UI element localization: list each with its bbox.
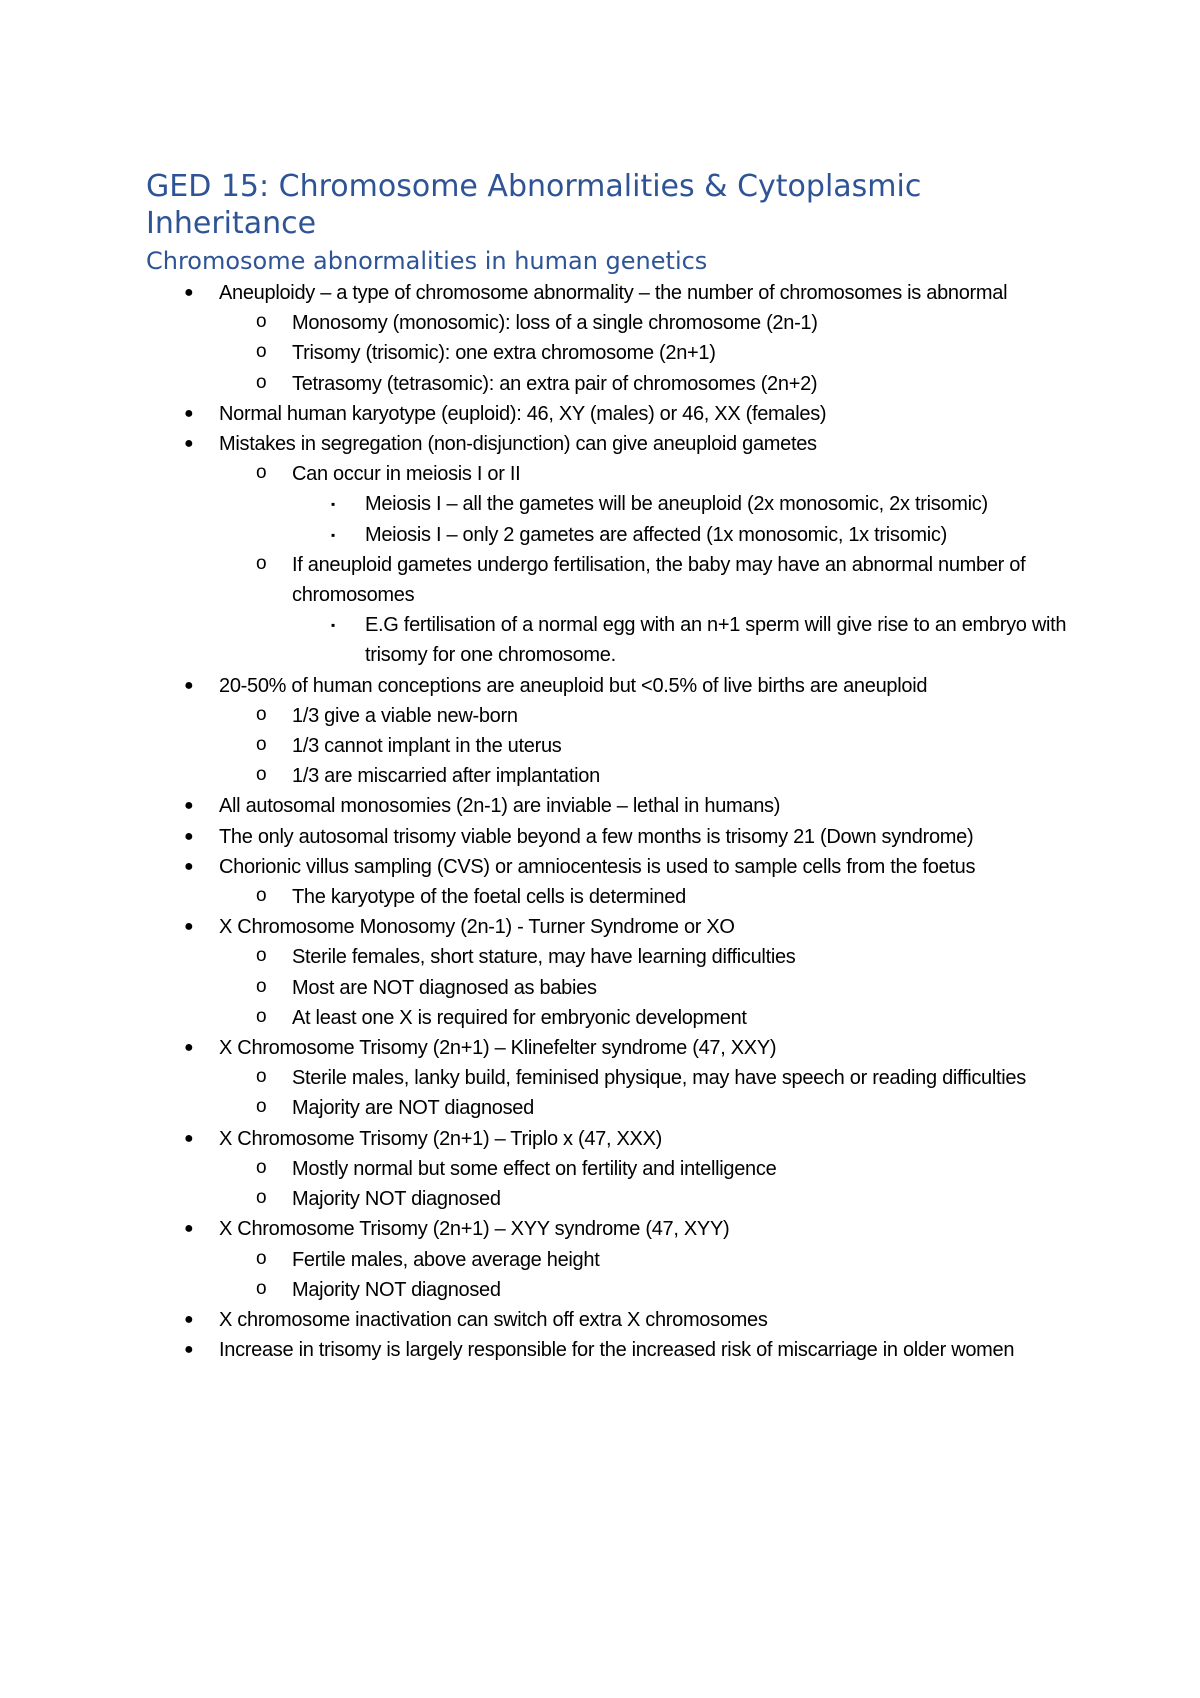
bullet-marker-icon: ● <box>184 676 194 694</box>
list-item-text: Meiosis I – only 2 gametes are affected (1x monosomic, 1x trisomic) <box>365 523 947 546</box>
list-item-level-1 <box>146 912 1086 942</box>
list-item-level-1 <box>146 671 1086 701</box>
document-title: GED 15: Chromosome Abnormalities & Cytoplasmic Inheritance <box>146 169 922 241</box>
list-item-level-2 <box>146 369 1086 399</box>
bullet-marker-icon: ▪ <box>331 527 335 542</box>
bullet-marker-icon: ● <box>184 857 194 875</box>
list-item-level-2 <box>146 338 1086 368</box>
bullet-marker-icon: o <box>256 975 267 997</box>
list-item-level-2 <box>146 1245 1086 1275</box>
list-item-text: Majority NOT diagnosed <box>292 1188 501 1211</box>
bullet-marker-icon: o <box>256 341 267 363</box>
list-item-level-2 <box>146 973 1086 1003</box>
list-item-text: 1/3 cannot implant in the uterus <box>292 735 562 758</box>
list-item-text: Tetrasomy (tetrasomic): an extra pair of chromosomes (2n+2) <box>292 372 818 395</box>
bullet-marker-icon: o <box>256 1247 267 1269</box>
bullet-marker-icon: ● <box>184 435 194 453</box>
list-item-level-2 <box>146 882 1086 912</box>
bullet-marker-icon: ● <box>184 797 194 815</box>
list-item-text: Trisomy (trisomic): one extra chromosome (2n+1) <box>292 342 716 365</box>
list-item-level-1 <box>146 429 1086 459</box>
list-item-level-1 <box>146 1124 1086 1154</box>
list-item-level-1 <box>146 822 1086 852</box>
bullet-marker-icon: ● <box>184 1341 194 1359</box>
bullet-list <box>146 278 1086 1365</box>
list-item-text: X chromosome inactivation can switch off extra X chromosomes <box>219 1308 768 1331</box>
list-item-text: Majority are NOT diagnosed <box>292 1097 534 1120</box>
bullet-marker-icon: o <box>256 1096 267 1118</box>
list-item-text: Chorionic villus sampling (CVS) or amniocentesis is used to sample cells from the foetus <box>219 855 976 878</box>
list-item-text: The only autosomal trisomy viable beyond a few months is trisomy 21 (Down syndrome) <box>219 825 974 848</box>
list-item-text: If aneuploid gametes undergo fertilisation, the baby may have an abnormal number of chromosomes <box>292 553 1026 607</box>
bullet-marker-icon: o <box>256 945 267 967</box>
bullet-marker-icon: o <box>256 885 267 907</box>
bullet-marker-icon: ▪ <box>331 618 335 633</box>
list-item-text: X Chromosome Monosomy (2n-1) - Turner Syndrome or XO <box>219 916 735 939</box>
bullet-marker-icon: ● <box>184 1220 194 1238</box>
list-item-level-1 <box>146 278 1086 308</box>
section-heading: Chromosome abnormalities in human genetics <box>146 247 708 275</box>
list-item-level-2 <box>146 308 1086 338</box>
list-item-text: 20-50% of human conceptions are aneuploid but <0.5% of live births are aneuploid <box>219 674 928 697</box>
bullet-marker-icon: ● <box>184 918 194 936</box>
list-item-level-1 <box>146 1305 1086 1335</box>
bullet-marker-icon: o <box>256 734 267 756</box>
list-item-level-2 <box>146 731 1086 761</box>
list-item-level-1 <box>146 852 1086 882</box>
list-item-level-2 <box>146 1003 1086 1033</box>
list-item-text: X Chromosome Trisomy (2n+1) – Klinefelter syndrome (47, XXY) <box>219 1037 777 1060</box>
list-item-level-2 <box>146 459 1086 489</box>
list-item-level-2 <box>146 1184 1086 1214</box>
list-item-level-2 <box>146 1063 1086 1093</box>
bullet-marker-icon: ● <box>184 284 194 301</box>
list-item-level-1 <box>146 1033 1086 1063</box>
bullet-marker-icon: ● <box>184 1310 194 1328</box>
list-item-level-2 <box>146 1275 1086 1305</box>
bullet-marker-icon: ● <box>184 404 194 422</box>
list-item-level-2 <box>146 550 1086 610</box>
list-item-level-2 <box>146 1154 1086 1184</box>
list-item-text: Can occur in meiosis I or II <box>292 463 521 486</box>
list-item-level-1 <box>146 791 1086 821</box>
list-item-text: 1/3 are miscarried after implantation <box>292 765 600 788</box>
list-item-level-3 <box>146 520 1086 550</box>
list-item-text: Increase in trisomy is largely responsible for the increased risk of miscarriage in older women <box>219 1339 1015 1362</box>
list-item-level-1 <box>146 1214 1086 1244</box>
bullet-marker-icon: o <box>256 311 267 333</box>
list-item-text: X Chromosome Trisomy (2n+1) – Triplo x (47, XXX) <box>219 1127 662 1150</box>
list-item-text: 1/3 give a viable new-born <box>292 704 518 727</box>
bullet-marker-icon: ● <box>184 1129 194 1147</box>
list-item-text: Mistakes in segregation (non-disjunction) can give aneuploid gametes <box>219 433 817 456</box>
list-item-text: Sterile females, short stature, may have learning difficulties <box>292 946 796 969</box>
bullet-marker-icon: o <box>256 552 267 574</box>
list-item-level-2 <box>146 761 1086 791</box>
list-item-level-1 <box>146 1335 1086 1365</box>
list-item-level-1 <box>146 399 1086 429</box>
list-item-text: The karyotype of the foetal cells is determined <box>292 886 686 909</box>
document-page <box>146 168 1086 1365</box>
list-item-level-2 <box>146 942 1086 972</box>
bullet-marker-icon: o <box>256 764 267 786</box>
list-item-text: At least one X is required for embryonic development <box>292 1006 747 1029</box>
bullet-marker-icon: ● <box>184 1039 194 1057</box>
list-item-text: X Chromosome Trisomy (2n+1) – XYY syndrome (47, XYY) <box>219 1218 730 1241</box>
bullet-marker-icon: o <box>256 1005 267 1027</box>
list-item-text: Most are NOT diagnosed as babies <box>292 976 597 999</box>
list-item-text: Mostly normal but some effect on fertility and intelligence <box>292 1157 777 1180</box>
list-item-text: Aneuploidy – a type of chromosome abnormality – the number of chromosomes is abnormal <box>219 282 1008 304</box>
list-item-text: Sterile males, lanky build, feminised physique, may have speech or reading difficulties <box>292 1067 1026 1090</box>
list-item-text: E.G fertilisation of a normal egg with an n+1 sperm will give rise to an embryo with trisomy for one chromosome. <box>365 614 1067 667</box>
bullet-marker-icon: o <box>256 1066 267 1088</box>
list-item-level-3 <box>146 489 1086 519</box>
list-item-text: Normal human karyotype (euploid): 46, XY (males) or 46, XX (females) <box>219 402 827 425</box>
bullet-marker-icon: ● <box>184 827 194 845</box>
bullet-marker-icon: o <box>256 462 267 484</box>
bullet-marker-icon: o <box>256 371 267 393</box>
bullet-marker-icon: ▪ <box>331 497 335 512</box>
list-item-text: Monosomy (monosomic): loss of a single chromosome (2n-1) <box>292 312 818 335</box>
bullet-marker-icon: o <box>256 1277 267 1299</box>
list-item-level-2 <box>146 701 1086 731</box>
bullet-marker-icon: o <box>256 703 267 725</box>
bullet-marker-icon: o <box>256 1156 267 1178</box>
list-item-text: Fertile males, above average height <box>292 1248 600 1271</box>
list-item-level-2 <box>146 1093 1086 1123</box>
list-item-text: All autosomal monosomies (2n-1) are inviable – lethal in humans) <box>219 795 781 818</box>
bullet-marker-icon: o <box>256 1187 267 1209</box>
list-item-level-3 <box>146 610 1086 670</box>
list-item-text: Majority NOT diagnosed <box>292 1278 501 1301</box>
list-item-text: Meiosis I – all the gametes will be aneuploid (2x monosomic, 2x trisomic) <box>365 493 988 516</box>
